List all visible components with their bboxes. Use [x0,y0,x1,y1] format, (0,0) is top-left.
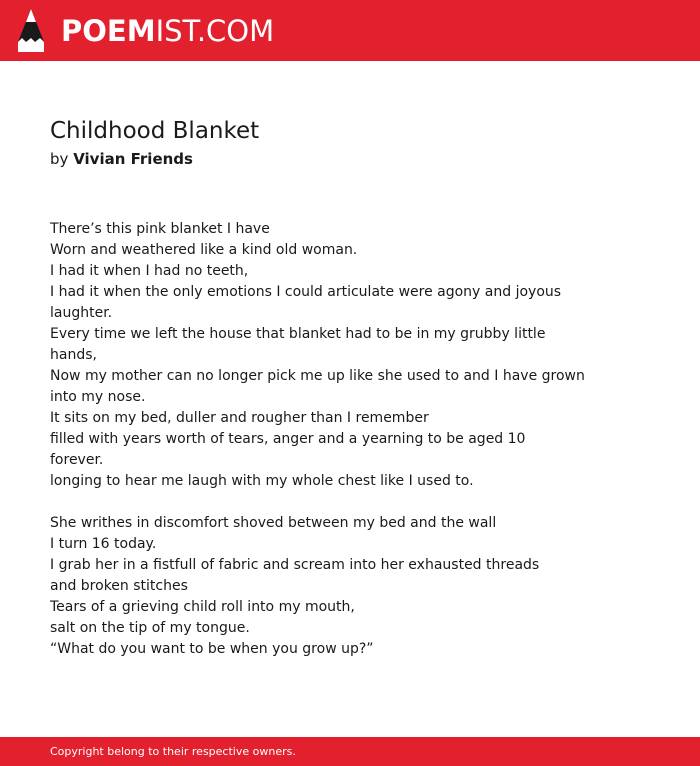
poem-line: I grab her in a fistfull of fabric and scream into her exhausted threads [50,557,540,573]
poem-line: laughter. [50,305,113,321]
byline [50,149,193,169]
poem-line: forever. [50,452,104,468]
site-logo[interactable] [61,9,274,53]
poem-line: Tears of a grieving child roll into my mouth, [50,599,355,615]
poem-line: filled with years worth of tears, anger and a yearning to be aged 10 [50,431,526,447]
poem-line: She writhes in discomfort shoved between my bed and the wall [50,515,497,531]
poem-line: There’s this pink blanket I have [50,221,270,237]
poem-line: salt on the tip of my tongue. [50,620,250,636]
logo-text-bold: POEM [61,14,156,48]
author-name: Vivian Friends [73,150,193,168]
poem-line: “What do you want to be when you grow up?” [50,641,374,657]
poem-line: Now my mother can no longer pick me up like she used to and I have grown [50,368,585,384]
site-header [0,0,700,61]
poem-title: Childhood Blanket [50,118,260,144]
poem-line: I had it when the only emotions I could articulate were agony and joyous [50,284,562,300]
logo-text-light: IST.COM [155,14,275,48]
poem-line: I had it when I had no teeth, [50,263,249,279]
copyright-text: Copyright belong to their respective owners. [50,745,296,758]
by-label: by [50,150,69,168]
poem-line: into my nose. [50,389,146,405]
poem-line: longing to hear me laugh with my whole chest like I used to. [50,473,474,489]
poem-line: It sits on my bed, duller and rougher than I remember [50,410,429,426]
poem-body [50,219,610,660]
poem-line: I turn 16 today. [50,536,157,552]
site-footer [0,737,700,766]
poem-line: hands, [50,347,97,363]
poem-line: Every time we left the house that blanket had to be in my grubby little [50,326,546,342]
stanza-break [50,492,610,513]
poem-line: Worn and weathered like a kind old woman. [50,242,358,258]
poem-line: and broken stitches [50,578,188,594]
pencil-tip-icon[interactable] [17,9,45,52]
